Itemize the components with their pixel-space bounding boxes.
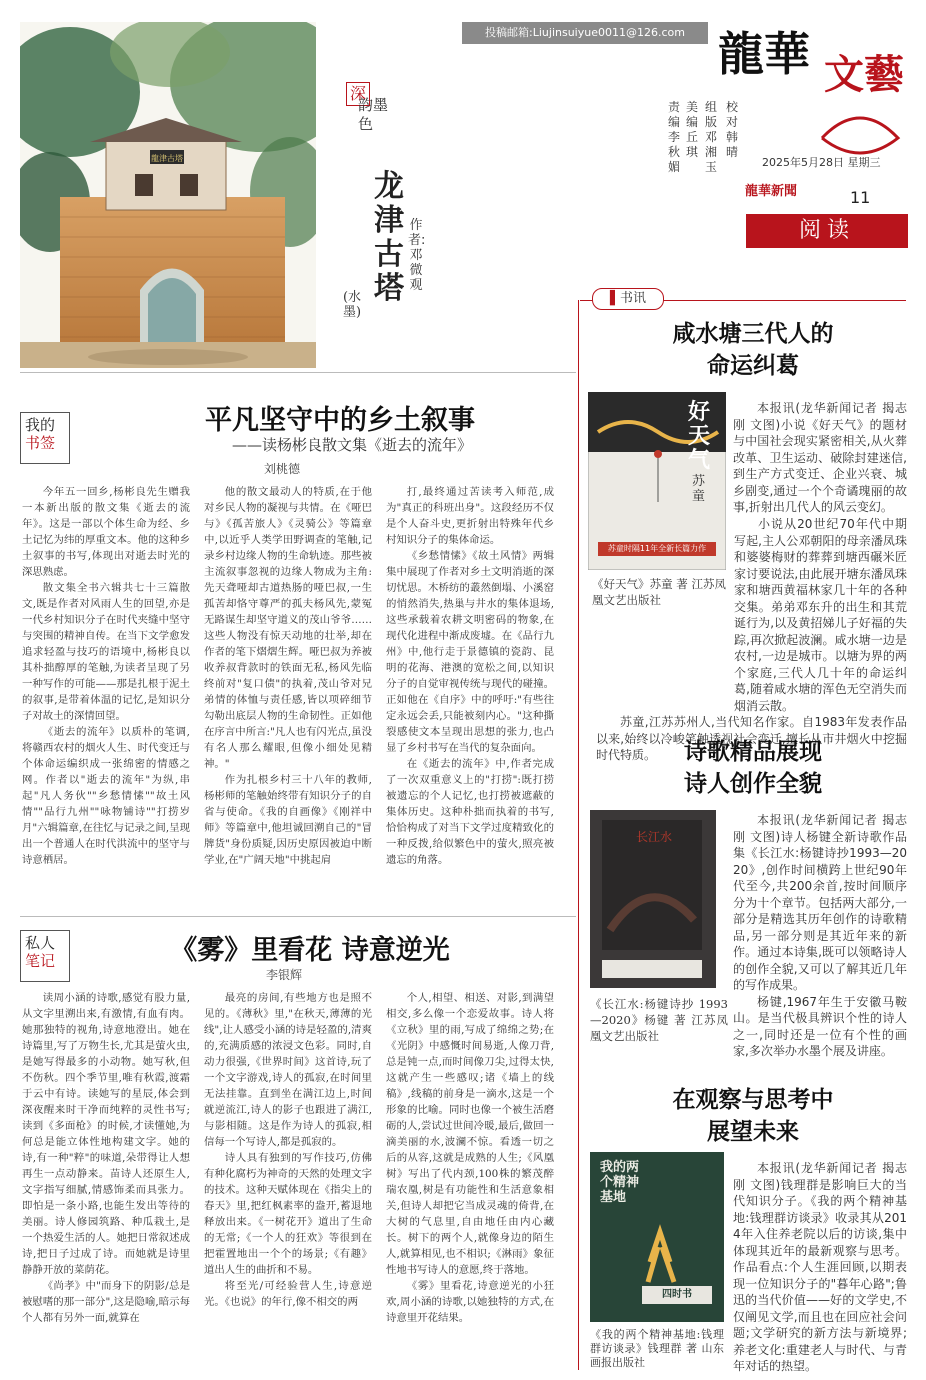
- cover-title: 我的两个精神基地: [600, 1160, 640, 1205]
- paragraph: 散文集全书六辑共七十三篇散文,既是作者对风雨人生的回望,亦是一代乡村知识分子在时代夹缝中坚守与突围的精神自传。在当下文学愈发追求轻盈与技巧的语境中,杨彬良以其朴拙醇厚的笔触,为读者呈现了另一种写作的可能——那是扎根于泥土的叙事,是带着体温的记忆,是知识分子对故土的深情回望。: [22, 582, 190, 722]
- paragraph: 作为扎根乡村三十八年的教师,杨彬师的笔触始终带有知识分子的自省与使命。《我的自画像》《刚祥中师》等篇章中,他坦诚回溯自己的"冒牌货"身份质疑,因历史原因被迫中断学业,在"广阔天地"中挑起肩: [204, 774, 372, 866]
- credit-proofreader: 校对 韩 晴: [726, 100, 739, 159]
- news2-caption: 《长江水:杨键诗抄 1993—2020》杨键 著 江苏凤凰文艺出版社: [590, 997, 728, 1043]
- painting-subtitle: (水墨): [342, 290, 362, 320]
- paragraph: 杨键,1967年生于安徽马鞍山。是当代极具辨识个性的诗人之一,同时还是一位有个性的画家,多次举办水墨个展及讲座。: [733, 994, 907, 1058]
- article2-col1: [22, 990, 190, 1326]
- issue-date: 2025年5月28日 星期三: [762, 156, 881, 169]
- tag-line-b: 书签: [25, 434, 56, 452]
- article2-author: 李银辉: [266, 968, 303, 982]
- cover-author: 苏童: [692, 474, 706, 504]
- ink-painting: [20, 22, 316, 368]
- submission-email: 投稿邮箱:Liujinsuiyue0011@126.com: [485, 26, 685, 39]
- cover-title: 好天气: [687, 399, 710, 473]
- tag-marker: ▌: [609, 291, 620, 306]
- paragraph: 最亮的房间,有些地方也是照不见的。《薄秋》里,"在秋天,薄薄的光线",让人感受小涵的诗是轻盈的,清爽的,充满质感的浓浸文色彩。同时,自动力很强,《世界时间》这首诗,玩了一个文字游戏,诗人的孤寂,在时间里无法挂靠。直到坐在满江边上,时间就逆流江,诗人的影子也跟进了满江,与影相随。这是作为诗人的孤寂,相信每一个写诗人,都是孤寂的。: [204, 992, 372, 1148]
- tower-plaque: 龍津古塔: [151, 154, 183, 163]
- private-note-tag: [20, 930, 70, 982]
- paragraph: 打,最终通过苦读考入师范,成为"真正的科班出身"。这段经历不仅是个人奋斗史,更折射出特殊年代乡村知识分子的集体命运。: [386, 486, 554, 546]
- logo-wenyi-char: 文藝: [824, 51, 904, 98]
- article2-col2: [204, 990, 372, 1310]
- news1-title-line1: 咸水塘三代人的: [672, 320, 834, 347]
- painting-title: 龙津古塔: [374, 169, 404, 306]
- article1-col2: [204, 484, 372, 868]
- news1-body: [733, 400, 907, 516]
- news3-title: [600, 1084, 906, 1148]
- paragraph: 《雾》里看花,诗意逆光的小狂欢,周小涵的诗歌,以她独特的方式,在诗意里开花结果。: [386, 1280, 554, 1324]
- article1-col3: [386, 484, 554, 868]
- paragraph: 他的散文最动人的特质,在于他对乡民人物的凝视与共情。在《哑巴与》《孤苦旅人》《灵骑公》等篇章中,以近乎人类学田野调查的笔触,记录乡村边缘人物的生命轨迹。那些被主流叙事忽视的边缘人物成为主角:先天聋哑却古道热肠的哑巴叔,一生孤苦却恪守尊严的孤夫杨风先,蒙冤无路谋生却坚守道义的茂山爷爷……这些人物没有惊天动地的壮举,却在作者的笔下熠熠生辉。哑巴叔为养被收养叔背款时的铁面无私,杨风先临终前对"复口债"的执着,茂山爷对兄弟情的体恤与责任感,皆以项碎细节勾勒出底层人物的生命韧性。正如他在序言中所言:"凡人也有闪光点,虽没有名人那么耀眼,但像小细处见精神。": [204, 486, 372, 770]
- book-cover-two-bases: [590, 1152, 724, 1322]
- article1-subtitle: ——读杨彬良散文集《逝去的流年》: [232, 436, 473, 454]
- column-tag-shen: 深: [346, 82, 370, 106]
- paragraph: 将至光/可经验营人生,诗意逆光。《也说》的年行,像不相交的两: [204, 1280, 372, 1308]
- tag-line-b: 笔记: [25, 952, 56, 970]
- paragraph: 诗人具有独到的写作技巧,仿佛有种化腐朽为神奇的天然的处理文字的技术。这种天赋体现在《指尖上的春天》里,把红枫素率的盎开,蓄退地释放出来。《一树花开》道出了生命的无常;《一个人的狂欢》等很到在把霍置地出一个个的场景;《有趣》道出人生的曲折和不易。: [204, 1152, 372, 1276]
- cover-badge: 四时书: [662, 1289, 692, 1300]
- column-tag-rest: 韵墨色: [358, 96, 389, 133]
- credit-editor: 责编 李秋媚: [668, 100, 681, 174]
- news1-title-line2: 命运纠葛: [707, 352, 799, 379]
- article2-title: 《雾》里看花 诗意逆光: [170, 935, 450, 966]
- book-news-tag-label: 书讯: [619, 291, 646, 306]
- paragraph: 《尚孝》中"而身下的阴影/总是被慰嗜的那一部分",这是隐喻,暗示每个人都有另外一面,就算在: [22, 1280, 190, 1324]
- section-banner: [746, 214, 908, 248]
- book-news-tag: [592, 288, 664, 310]
- tag-line-a: 我的: [25, 416, 56, 434]
- paragraph: 《乡愁情愫》《故土风情》两辑集中展现了作者对乡土文明消逝的深切忧思。木桥纺的叢然倒塌、小溪窑的悄然消失,热巢与井水的集体退场,这些承载着农耕文明密码的物象,在现代化进程中渐成废墟。在《品行九州》中,他行走于景德镇的瓷韵、昆明的花海、港澳的宽松之间,以知识分子的自觉审视传统与现代的碰撞。正如他在《自序》中的呼吁:"有些往定永远会丢,只能被刻内心。"这种撕裂感使文本呈现出思想的张力,也凸显了乡村书写在当代的复杂面向。: [386, 550, 554, 754]
- news2-title-line2: 诗人创作全貌: [684, 770, 822, 797]
- news3-caption: 《我的两个精神基地:钱理群访谈录》钱理群 著 山东画报出版社: [590, 1328, 724, 1369]
- news1-caption: 《好天气》苏童 著 江苏凤凰文艺出版社: [592, 577, 726, 607]
- news1-title: [600, 318, 906, 382]
- paragraph: 个人,相望、相送、对影,到满望相交,多么像一个恋爱故事。诗人将《立秋》里的雨,写成了绵绵之势;在《光阴》中感慨时间易逝,人像刀背,总是钝一点,而时间像刀尖,过得太快,这就产生一些感叹;诸《墙上的线稿》,线稿的前身是一滴水,这是一个形象的比喻。同时也像一个被生活磨砺的人,尝试过世间冷暖,最后,做回一滴美丽的水,波澜不惊。看透一切之后的从容,这就是成熟的人生;《风凰树》写出了代内颈,100株的繁茂醉瑞农凰,树是有功能性和生活意象相关,但诗人却把它当成灵魂的倚背,在大树的气息里,自由地任由内心藏长。树下的两个人,就像身边的陌生人,就算相见,也不相识;《淋雨》象征性地书写诗人的意愿,终于落地。: [386, 992, 554, 1276]
- paragraph: 读周小涵的诗歌,感觉有股力量,从文字里溯出来,有激情,有血有肉。她那独特的视角,诗意地澄出。她在诗篇里,写了万物生长,尤其是萤火虫,是她写得最多的小动物。她写秋,但不伤秋。四个季节里,唯有秋霞,渡霜于云中有诗。读她写的星辰,体会到深夜醒来时干净而纯粹的灵性书写;读到《多面枪》的时候,才读懂她,为何总是能立体性地构建文字。她的诗,有一种"粹"的味道,朵带得让人想再生一点动静来。苗诗人还原生人,文字指写细腻,情感饰柔而具张力。即怕是一条小路,也能生发出等待的美丽。诗人修园筑路、种瓜栽土,是一个热爱生活的人。她把日常叙述成诗,把日子过成了诗。而她就是诗里静静开放的菜荫花。: [22, 992, 190, 1276]
- section-title: 阅读: [798, 218, 855, 243]
- column-divider: [578, 300, 579, 1370]
- book-cover-changjiangshui: [590, 810, 716, 988]
- news2-title: [600, 736, 906, 800]
- paragraph: 《逝去的流年》以质朴的笔调,将赣西农村的烟火人生、时代变迁与个体命运编织成一张绵密的情感之网。作者以"逝去的流年"为纵,串起"凡人务伙""乡愁情愫""故土风情""品行九州""咏物铺诗""打捞岁月"六辑篇章,在往忆与记录之间,呈现出一个普通人在时代洪流中的坚守与诗意栖居。: [22, 726, 190, 866]
- article1-title: 平凡坚守中的乡土叙事: [205, 405, 475, 436]
- news2-body: [733, 812, 907, 1060]
- cover-tagline: 苏童时隔11年全新长篇力作: [598, 542, 716, 556]
- article2-col3: [386, 990, 554, 1326]
- tag-line-a: 私人: [25, 934, 56, 952]
- painting-author: 作者:邓微观: [408, 218, 426, 293]
- page-number: 11: [850, 188, 871, 207]
- paragraph: 苏童,江苏苏州人,当代知名作家。自1983年发表作品以来,始终以冷峻笔触透视社会变迁,擅长从市井烟火中挖掘时代特质。: [596, 715, 907, 762]
- paragraph: 本报讯(龙华新闻记者 揭志刚 文图)钱理群是影响巨大的当代知识分子。《我的两个精神基地:钱理群访谈录》收录其从2014年入住养老院以后的访谈,集中体现其近年的最新观察与思考。作品看点:个人生涯回顾,以期表现一位知识分子的"暮年心路";鲁迅的当代价值——好的文学史,不仅阐见文学,而且也在回应社会问题;文学研究的新方法与新境界;养老文化:重建老人与时代、与青年对话的热望。: [733, 1161, 907, 1373]
- news3-body: [733, 1160, 907, 1375]
- cover-title: 长江水: [635, 830, 672, 844]
- news1-body-wide: [596, 516, 907, 764]
- credit-designer: 美编 丘 琪: [686, 100, 699, 159]
- news3-title-line1: 在观察与思考中: [672, 1086, 834, 1113]
- news2-title-line1: 诗歌精品展现: [684, 738, 822, 765]
- submission-email-bar: [462, 22, 708, 44]
- credit-group-version: 组版 邓湘玉: [705, 100, 718, 174]
- news3-title-line2: 展望未来: [707, 1118, 799, 1145]
- longhua-news-brand: 龍華新聞: [745, 184, 798, 199]
- logo-long-char: 龍華: [718, 27, 810, 81]
- paragraph: 小说从20世纪70年代中期写起,主人公邓朝阳的母亲潘凤珠和婆婆梅财的葬葬到塘西碾米匠家讨要说法,由此展开塘东潘凤珠家和塘西黄福林家几十年的各种交集。弟弟邓东升的出生和其荒诞行为,以及黄招娣儿子好福的失踪,再次掀起波澜。咸水塘一边是农村,一边是城市。以塘为界的两个家庭,三代人几十年的命运纠葛,随着咸水塘的浑色无空消失而烟消云散。: [734, 517, 907, 713]
- paragraph: 今年五一回乡,杨彬良先生赠我一本新出版的散文集《逝去的流年》。这是一部以个体生命为经、乡土记忆为纬的厚重文本。他的这种乡土叙事的书写,体现出对逝去时光的深思熟虑。: [22, 486, 190, 578]
- paragraph: 本报讯(龙华新闻记者 揭志刚 文图)小说《好天气》的题材与中国社会现实紧密相关,从火葬改革、卫生运动、破除封建迷信,到生产方式变迁、企业兴衰、城乡剧变,通过一个个奇谲瑰丽的故事,折射出几代人的风云变幻。: [733, 401, 907, 514]
- article1-col1: [22, 484, 190, 868]
- paragraph: 在《逝去的流年》中,作者完成了一次双重意义上的"打捞":既打捞被遗忘的个人记忆,也打捞被遮蔽的集体历史。这种朴拙而执着的书写,恰恰构成了对当下文学过度精致化的一种反拨,给似繁色中的萤火,照亮被遗忘的角落。: [386, 758, 554, 866]
- article1-author: 刘桃德: [264, 462, 301, 476]
- my-bookmark-tag: [20, 412, 70, 464]
- paragraph: 本报讯(龙华新闻记者 揭志刚 文图)诗人杨键全新诗歌作品集《长江水:杨键诗抄1993—2020》,创作时间横跨上世纪90年代至今,共200余首,按时间顺序分为十个章节。包括两大部分,一部分是精选其历年创作的诗歌精品,另一部分则是其近年来的新作。通过本诗集,既可以领略诗人的创作全貌,又可以了解其近几年的写作成果。: [733, 813, 907, 992]
